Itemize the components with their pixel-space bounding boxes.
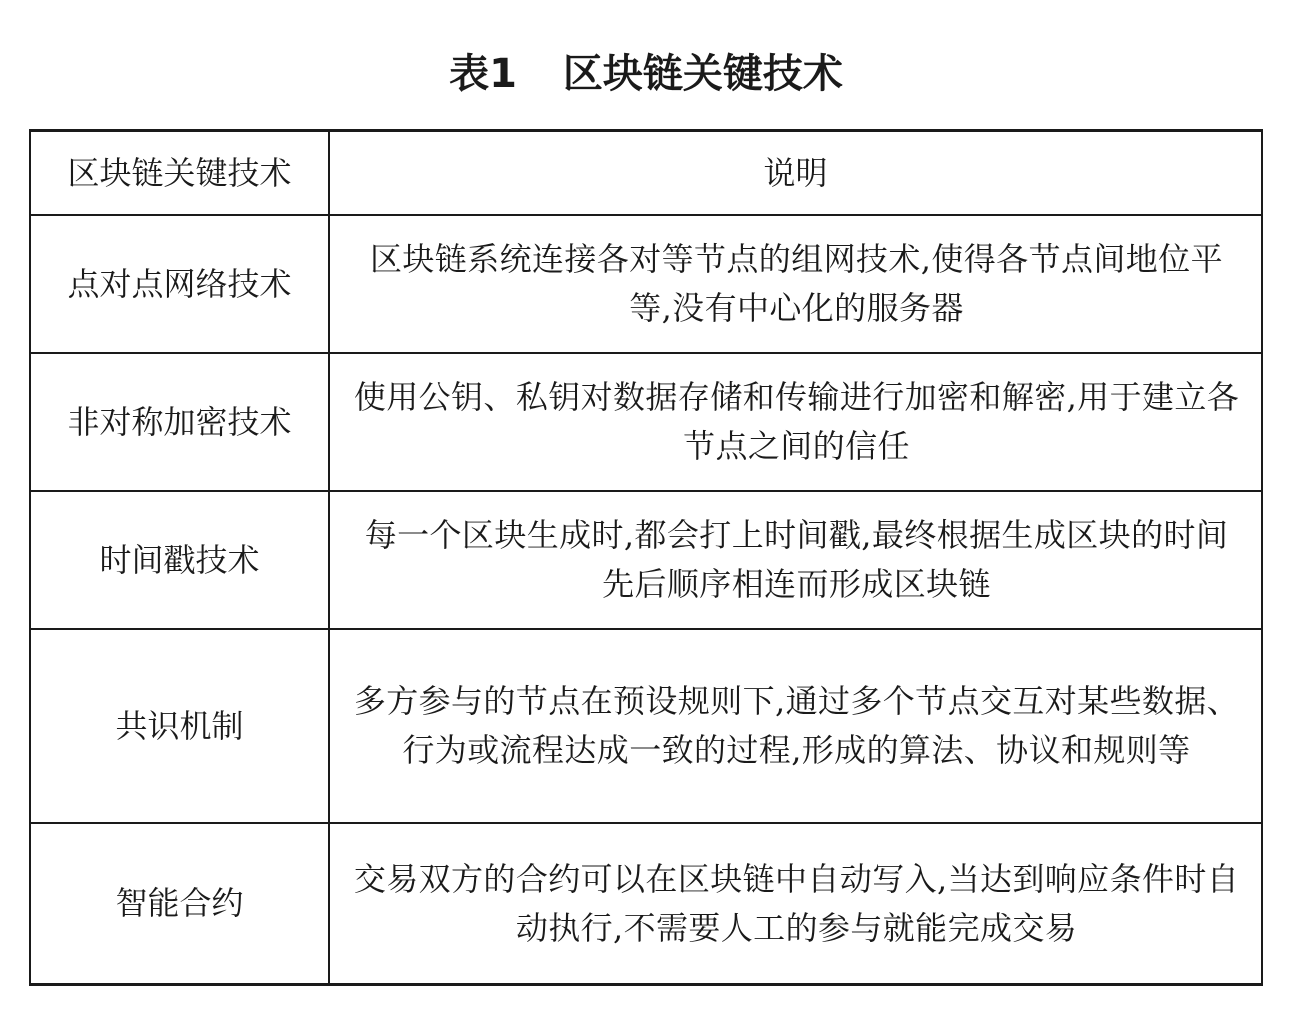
technology-name: 非对称加密技术	[30, 353, 329, 491]
header-description: 说明	[329, 131, 1262, 216]
table-number: 表1	[449, 51, 517, 97]
technology-name: 时间戳技术	[30, 491, 329, 629]
technology-name: 共识机制	[30, 629, 329, 823]
table-header-row	[30, 131, 1262, 216]
technology-name: 点对点网络技术	[30, 215, 329, 353]
key-technologies-table	[29, 129, 1263, 986]
technology-description: 区块链系统连接各对等节点的组网技术,使得各节点间地位平等,没有中心化的服务器	[329, 215, 1262, 353]
technology-description: 交易双方的合约可以在区块链中自动写入,当达到响应条件时自动执行,不需要人工的参与就能完成交易	[329, 823, 1262, 985]
table-row	[30, 353, 1262, 491]
technology-description: 多方参与的节点在预设规则下,通过多个节点交互对某些数据、行为或流程达成一致的过程,形成的算法、协议和规则等	[329, 629, 1262, 823]
technology-description: 每一个区块生成时,都会打上时间戳,最终根据生成区块的时间先后顺序相连而形成区块链	[329, 491, 1262, 629]
table-row	[30, 215, 1262, 353]
table-row	[30, 491, 1262, 629]
table-row	[30, 823, 1262, 985]
table-caption	[0, 44, 1292, 104]
table-title: 区块链关键技术	[562, 51, 843, 97]
header-technology: 区块链关键技术	[30, 131, 329, 216]
table-row	[30, 629, 1262, 823]
technology-description: 使用公钥、私钥对数据存储和传输进行加密和解密,用于建立各节点之间的信任	[329, 353, 1262, 491]
technology-name: 智能合约	[30, 823, 329, 985]
